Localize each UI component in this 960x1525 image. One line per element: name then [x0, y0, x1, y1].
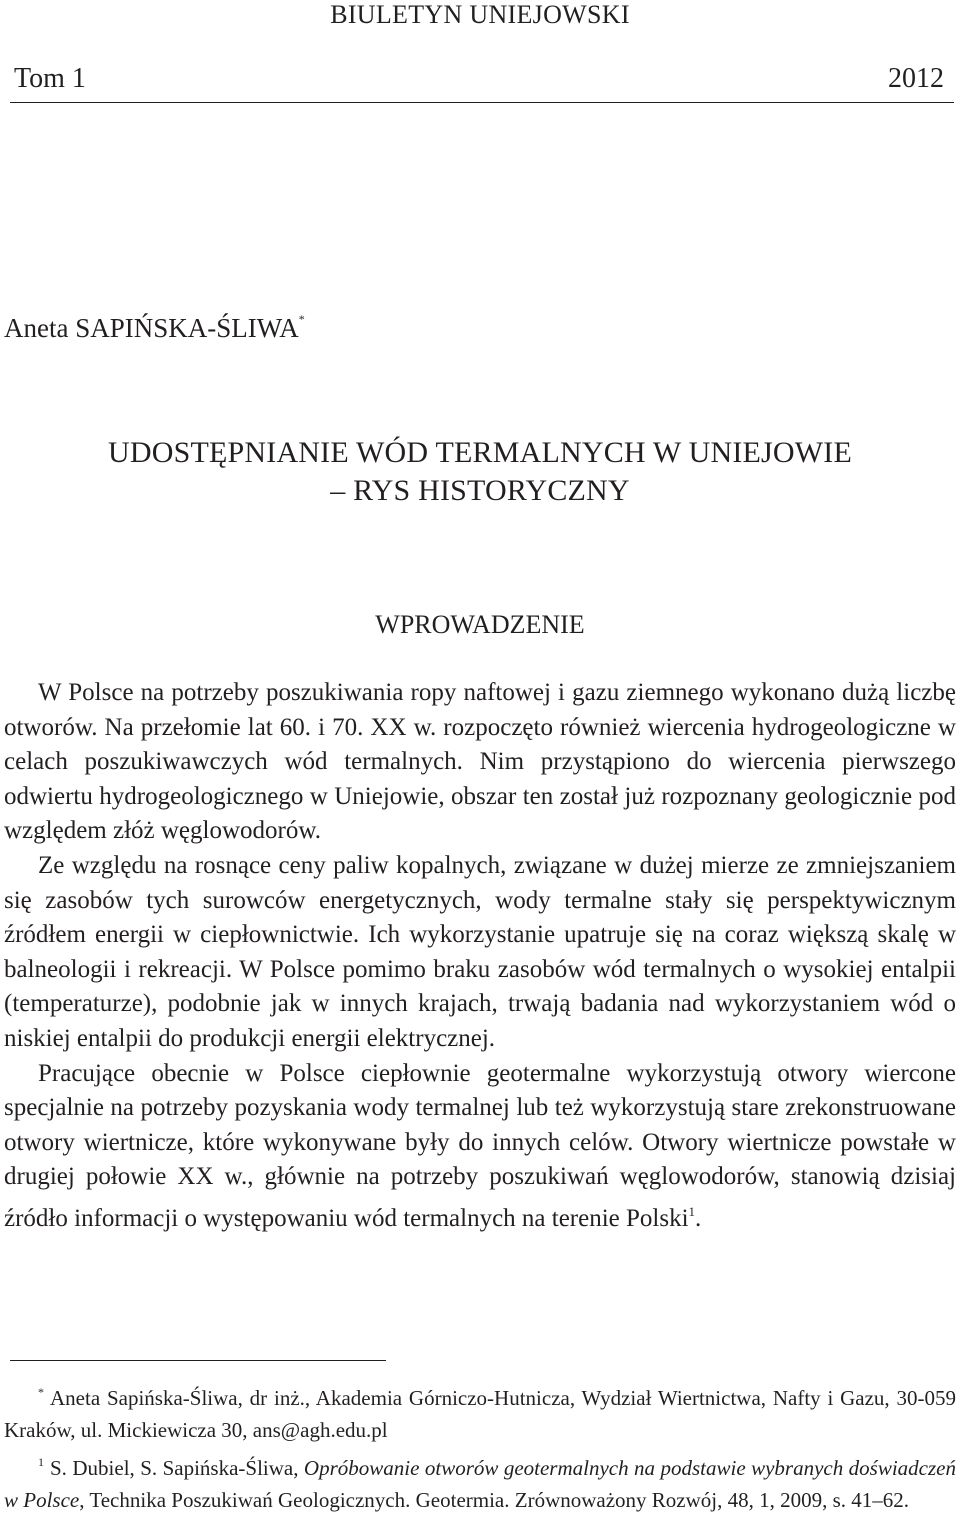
article-title	[4, 434, 956, 510]
paragraph-2: Ze względu na rosnące ceny paliw kopalnych, związane w dużej mierze ze zmniejszaniem się zasobów tych surowców energetycznych, wody termalne stały się perspektywicznym źródłem energii w ciepłownictwie. Ich wykorzystanie upatruje się na coraz większą skalę w balneologii i rekreacji. W Polsce pomimo braku zasobów wód termalnych o wysokiej entalpii (temperaturze), podobnie jak w innych krajach, trwają badania nad wykorzystaniem wód o niskiej entalpii do produkcji energii elektrycznej.	[4, 851, 956, 1052]
footnote-rule	[10, 1360, 386, 1361]
article-title-line-2: – RYS HISTORYCZNY	[330, 474, 630, 507]
footnote-author	[4, 1376, 956, 1446]
volume-year: 2012	[888, 63, 944, 94]
footnote-1-title: Opróbowanie otworów geotermalnych na podstawie wybranych doświadczeń w Polsce	[4, 1456, 956, 1512]
footnote-author-text: Aneta Sapińska-Śliwa, dr inż., Akademia Górniczo-Hutnicza, Wydział Wiertnictwa, Nafty i Gazu, 30-059 Kraków, ul. Mickiewicza 30, ans@agh.edu.pl	[4, 1386, 956, 1442]
author-line	[4, 302, 305, 345]
paragraph-3-tail: .	[695, 1204, 702, 1232]
volume-label: Tom 1	[14, 63, 86, 94]
volume-row	[14, 62, 944, 96]
paragraph-1: W Polsce na potrzeby poszukiwania ropy naftowej i gazu ziemnego wykonano dużą liczbę otworów. Na przełomie lat 60. i 70. XX w. rozpoczęto również wiercenia hydrogeologiczne w celach poszukiwawczych wód termalnych. Nim przystąpiono do wiercenia pierwszego odwiertu hydrogeologicznego w Uniejowie, obszar ten został już rozpoznany geologicznie pod względem złóż węglowodorów.	[4, 679, 956, 845]
body-text	[4, 676, 956, 1237]
footnote-marker-1: 1	[38, 1455, 44, 1469]
footnote-ref-1: 1	[688, 1203, 696, 1219]
section-heading: WPROWADZENIE	[375, 610, 585, 639]
author-name: Aneta SAPIŃSKA-ŚLIWA	[4, 313, 299, 343]
article-title-line-1: UDOSTĘPNIANIE WÓD TERMALNYCH W UNIEJOWIE	[107, 436, 853, 469]
journal-title: BIULETYN UNIEJOWSKI	[330, 0, 630, 29]
footnote-1-authors: S. Dubiel, S. Sapińska-Śliwa,	[50, 1456, 304, 1480]
footnote-marker-star: *	[38, 1385, 44, 1399]
author-footnote-marker: *	[298, 312, 305, 326]
journal-page	[4, 0, 956, 1525]
footnote-1-rest: , Technika Poszukiwań Geologicznych. Geotermia. Zrównoważony Rozwój, 48, 1, 2009, s. 41–62.	[79, 1488, 910, 1512]
header-rule	[10, 102, 954, 103]
paragraph-3	[4, 1057, 956, 1237]
paragraph-3-text: Pracujące obecnie w Polsce ciepłownie geotermalne wykorzystują otwory wiercone specjalnie na potrzeby pozyskania wody termalnej lub też wykorzystują stare zrekonstruowane otwory wiertnicze, które wykonywane były do innych celów. Otwory wiertnicze powstałe w drugiej połowie XX w., głównie na potrzeby poszukiwań węglowodorów, stanowią dzisiaj źródło informacji o występowaniu wód termalnych na terenie Polski	[4, 1059, 956, 1232]
footnote-1	[4, 1446, 956, 1516]
footnotes	[4, 1376, 956, 1516]
